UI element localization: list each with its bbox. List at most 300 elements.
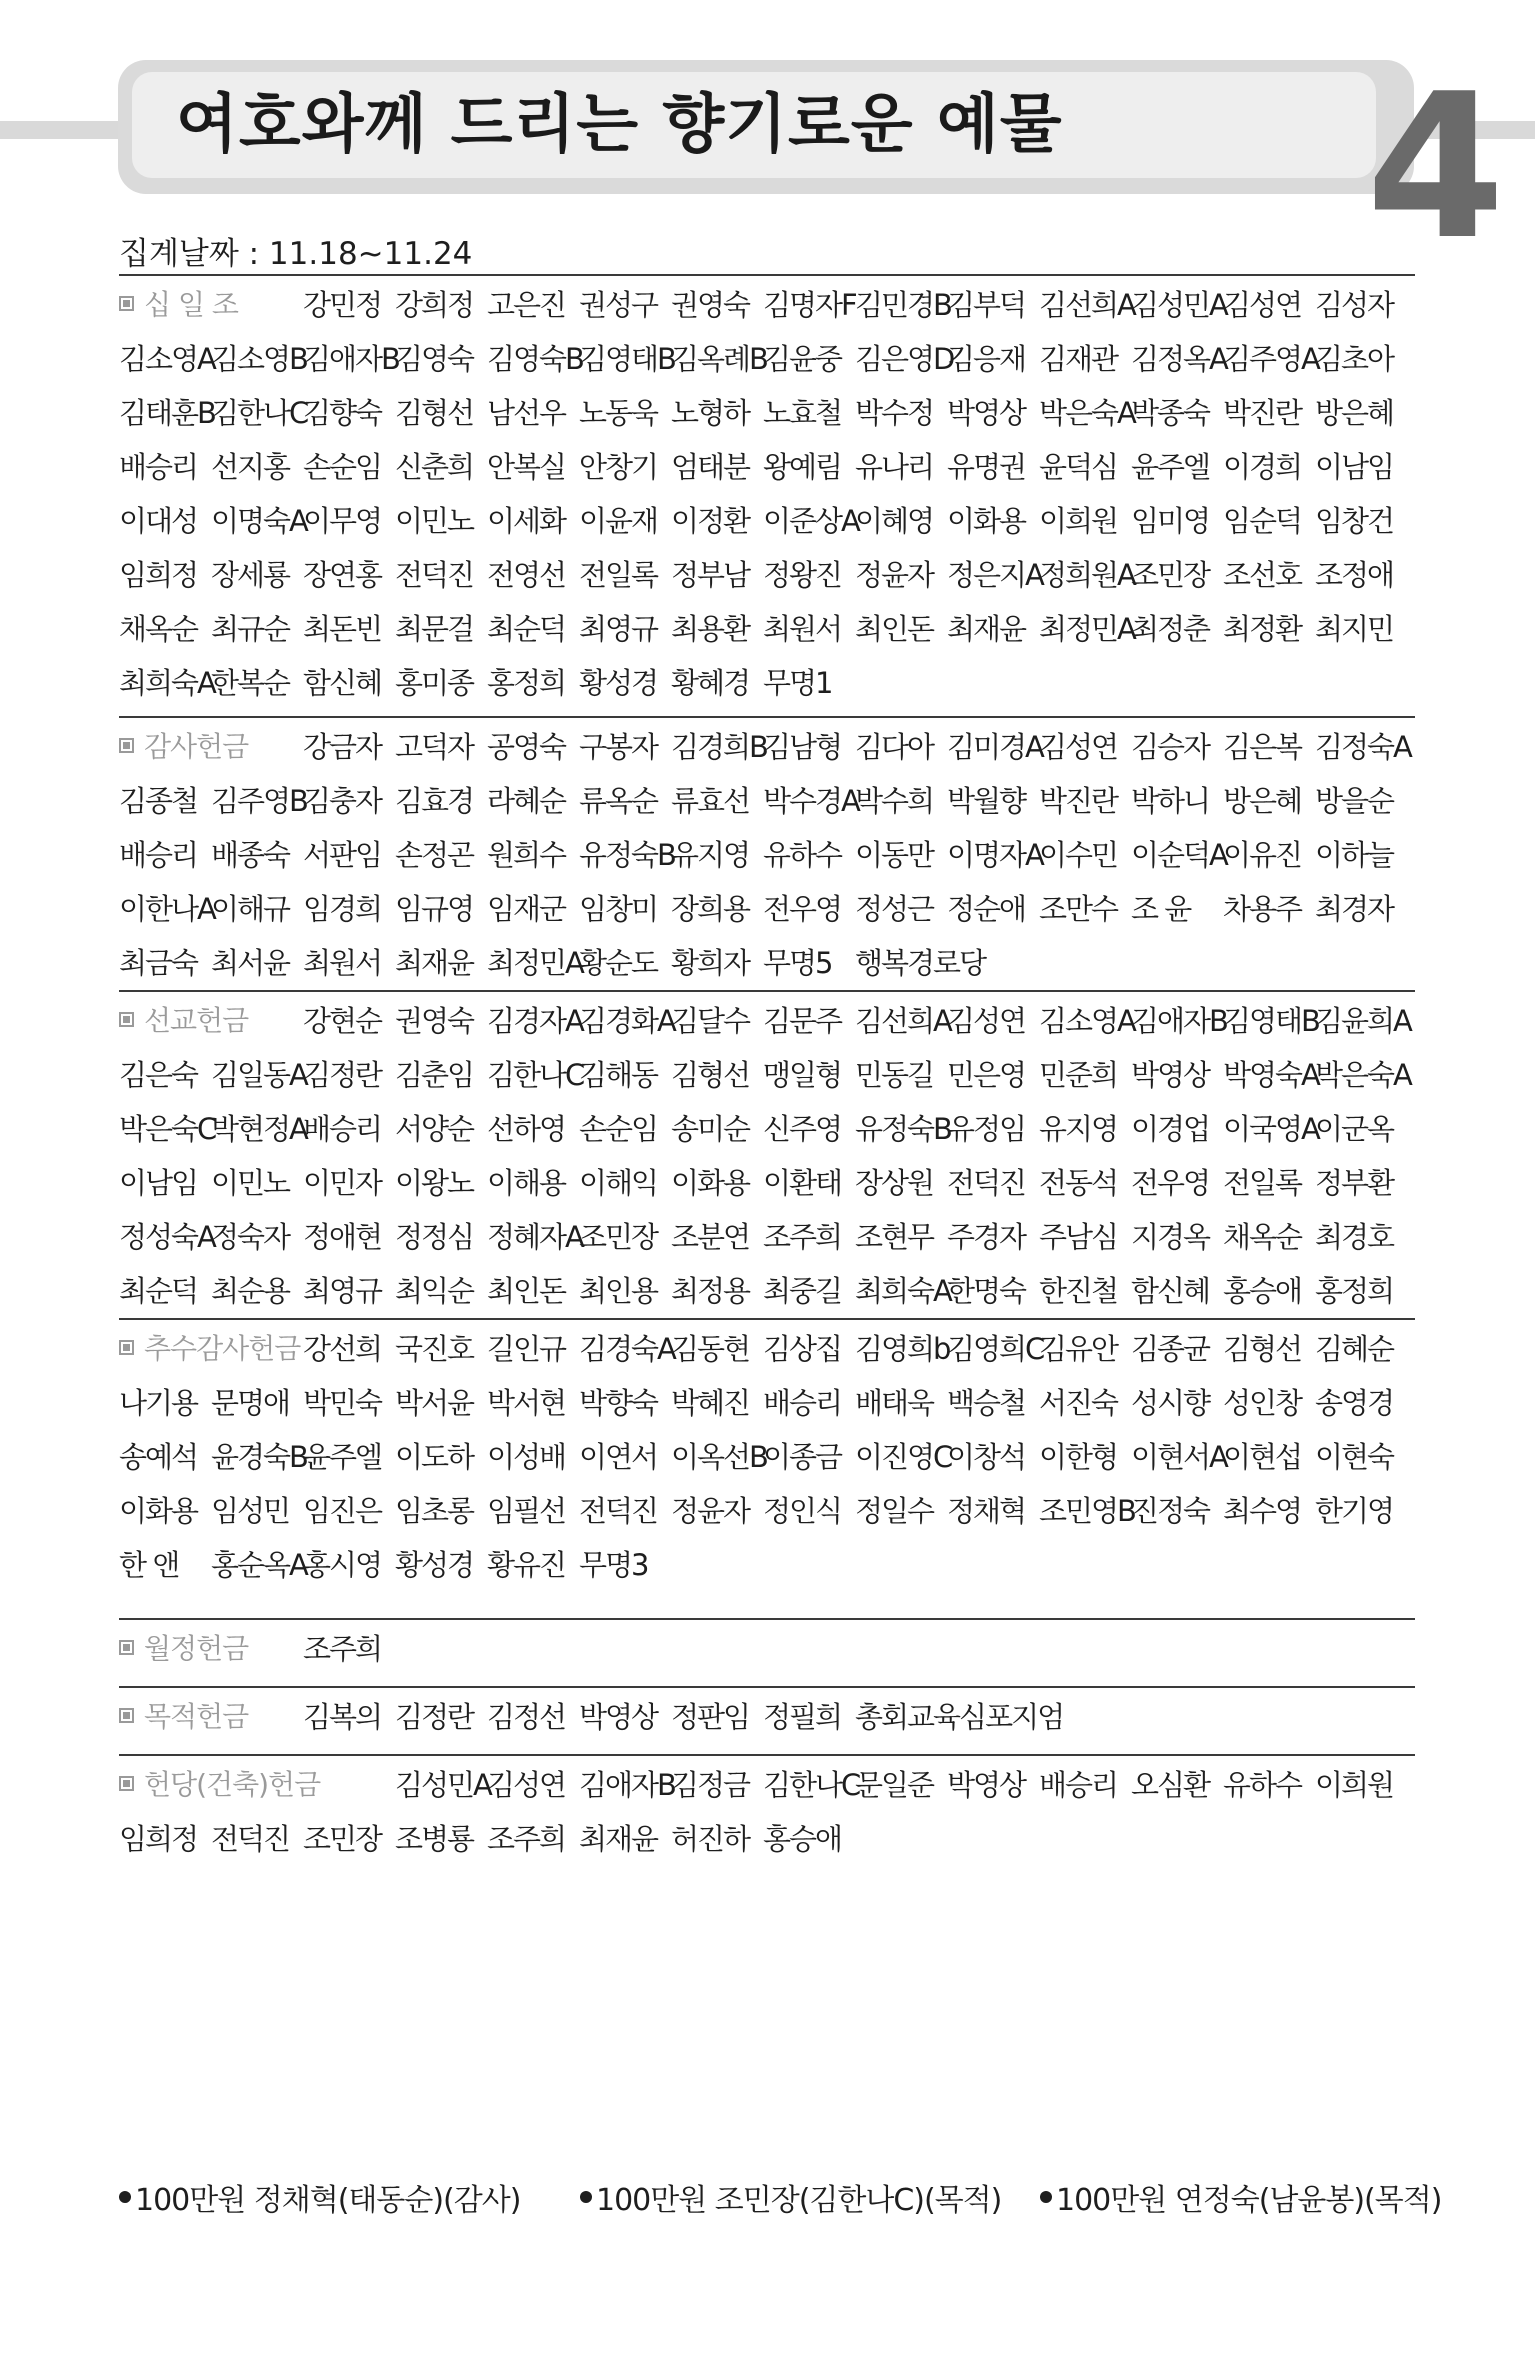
donor-name: 황성경 (395, 1547, 474, 1582)
donor-name: 문명애 (211, 1385, 290, 1420)
donor-name: 김미경A (947, 729, 1043, 764)
page-number: 4 (1366, 51, 1506, 284)
name-row (119, 1046, 1415, 1100)
donor-name: 김달수 (671, 1003, 750, 1038)
donor-name: 정채혁 (947, 1493, 1026, 1528)
section-building (119, 1754, 1415, 1864)
donor-name: 민준희 (1039, 1057, 1118, 1092)
donor-name: 이혜영 (855, 503, 934, 538)
section-monthly (119, 1618, 1415, 1674)
donor-name: 정은지A (947, 557, 1043, 592)
donor-name: 김유안 (1039, 1331, 1118, 1366)
date-label: 집계날짜 : 11.18~11.24 (119, 236, 473, 272)
name-row (119, 1374, 1415, 1428)
donor-name: 홍승애 (763, 1821, 842, 1856)
donor-name: 최지민 (1315, 611, 1394, 646)
donor-name: 유나리 (855, 449, 934, 484)
donor-name: 지경옥 (1131, 1219, 1210, 1254)
donor-name: 이해규 (211, 891, 290, 926)
donor-name: 전덕진 (395, 557, 474, 592)
donor-name: 이수민 (1039, 837, 1118, 872)
square-bullet-icon (119, 1012, 134, 1027)
donor-name: 이화용 (947, 503, 1026, 538)
donor-name: 원희수 (487, 837, 566, 872)
title-banner-inner (132, 72, 1376, 178)
donor-name: 이희원 (1039, 503, 1118, 538)
section-mission (119, 990, 1415, 1316)
donor-name: 고은진 (487, 287, 566, 322)
donor-name: 홍미종 (395, 665, 474, 700)
donor-name: 윤주엘 (1131, 449, 1210, 484)
donor-name: 강선희 (303, 1331, 382, 1366)
donor-name: 장세룡 (211, 557, 290, 592)
donor-name: 임재군 (487, 891, 566, 926)
donor-name: 최경자 (1315, 891, 1394, 926)
donor-name: 민은영 (947, 1057, 1026, 1092)
donor-name: 최인돈 (487, 1273, 566, 1308)
footer-note-3 (1040, 2175, 1441, 2219)
donor-name: 윤덕심 (1039, 449, 1118, 484)
donor-name: 이도하 (395, 1439, 474, 1474)
donor-name: 전동석 (1039, 1165, 1118, 1200)
donor-name: 정애현 (303, 1219, 382, 1254)
donor-name: 오심환 (1131, 1767, 1210, 1802)
donor-name: 김승자 (1131, 729, 1210, 764)
name-row (119, 1536, 1415, 1590)
donor-name: 이희원 (1315, 1767, 1394, 1802)
donor-name: 김종균 (1131, 1331, 1210, 1366)
donor-name: 최영규 (579, 611, 658, 646)
section-label (119, 725, 303, 765)
square-bullet-icon (119, 1708, 134, 1723)
donor-name: 김향숙 (303, 395, 382, 430)
donor-name: 박은숙A (1315, 1057, 1411, 1092)
donor-name: 이남임 (119, 1165, 198, 1200)
donor-name: 이무영 (303, 503, 382, 538)
donor-name: 김종철 (119, 783, 198, 818)
donor-name: 배태욱 (855, 1385, 934, 1420)
donor-name: 최정용 (671, 1273, 750, 1308)
donor-name: 윤주엘 (303, 1439, 382, 1474)
donor-name: 무명5 (763, 945, 832, 980)
donor-name: 노동욱 (579, 395, 658, 430)
donor-name: 손정곤 (395, 837, 474, 872)
donor-name: 이해익 (579, 1165, 658, 1200)
name-row (119, 600, 1415, 654)
donor-name: 이현섭 (1223, 1439, 1302, 1474)
donor-name: 허진하 (671, 1821, 750, 1856)
donor-name: 최정민A (487, 945, 583, 980)
donor-name: 류옥순 (579, 783, 658, 818)
donor-name: 김영희C (947, 1331, 1044, 1366)
name-row (119, 1320, 1415, 1374)
donor-name: 무명1 (763, 665, 832, 700)
donor-name: 정윤자 (671, 1493, 750, 1528)
donor-name: 조정애 (1315, 557, 1394, 592)
donor-name: 선지홍 (211, 449, 290, 484)
donor-name: 김성연 (487, 1767, 566, 1802)
name-row (119, 772, 1415, 826)
donor-name: 이해용 (487, 1165, 566, 1200)
donor-name: 임창건 (1315, 503, 1394, 538)
name-row (119, 934, 1415, 988)
donor-name: 권성구 (579, 287, 658, 322)
donor-name: 서진숙 (1039, 1385, 1118, 1420)
donor-name: 최정민A (1039, 611, 1135, 646)
square-bullet-icon (119, 296, 134, 311)
section-label (119, 1627, 303, 1667)
name-row (119, 1756, 1415, 1810)
donor-name: 최중길 (763, 1273, 842, 1308)
donor-name: 주경자 (947, 1219, 1026, 1254)
donor-name: 김은복 (1223, 729, 1302, 764)
donor-name: 조민영B (1039, 1493, 1135, 1528)
donor-name: 이군옥 (1315, 1111, 1394, 1146)
donor-name: 무명3 (579, 1547, 648, 1582)
donor-name: 김성연 (947, 1003, 1026, 1038)
donor-name: 라혜순 (487, 783, 566, 818)
name-row (119, 276, 1415, 330)
donor-name: 최희숙A (855, 1273, 951, 1308)
name-row (119, 546, 1415, 600)
donor-name: 강금자 (303, 729, 382, 764)
bullet-icon (119, 2191, 131, 2203)
name-row (119, 1620, 1415, 1674)
donor-name: 이창석 (947, 1439, 1026, 1474)
donor-name: 한진철 (1039, 1273, 1118, 1308)
donor-name: 김성민A (1131, 287, 1227, 322)
donor-name: 전덕진 (947, 1165, 1026, 1200)
donor-name: 한복순 (211, 665, 290, 700)
donor-name: 임희정 (119, 557, 198, 592)
name-row (119, 330, 1415, 384)
name-row (119, 654, 1415, 708)
donor-name: 함신혜 (1131, 1273, 1210, 1308)
donor-name: 정성근 (855, 891, 934, 926)
donor-name: 유정숙B (579, 837, 675, 872)
donor-name: 최재윤 (395, 945, 474, 980)
donor-name: 김형선 (1223, 1331, 1302, 1366)
donor-name: 정필희 (763, 1699, 842, 1734)
donor-name: 임순덕 (1223, 503, 1302, 538)
donor-name: 한기영 (1315, 1493, 1394, 1528)
donor-name: 이한나A (119, 891, 215, 926)
donor-name: 장희용 (671, 891, 750, 926)
donor-name: 황성경 (579, 665, 658, 700)
donor-name: 배승리 (763, 1385, 842, 1420)
donor-name: 전영선 (487, 557, 566, 592)
donor-name: 박향숙 (579, 1385, 658, 1420)
donor-name: 박수희 (855, 783, 934, 818)
donor-name: 조병룡 (395, 1821, 474, 1856)
donor-name: 구봉자 (579, 729, 658, 764)
donor-name: 이진영C (855, 1439, 952, 1474)
donor-name: 김문주 (763, 1003, 842, 1038)
donor-name: 김형선 (671, 1057, 750, 1092)
donor-name: 강현순 (303, 1003, 382, 1038)
donor-name: 조주희 (487, 1821, 566, 1856)
section-label (119, 1695, 303, 1735)
section-thanks (119, 716, 1415, 988)
donor-name: 조민장 (1131, 557, 1210, 592)
donor-name: 조주희 (303, 1631, 382, 1666)
donor-name: 최돈빈 (303, 611, 382, 646)
donor-name: 이환태 (763, 1165, 842, 1200)
donor-name: 박진란 (1039, 783, 1118, 818)
donor-name: 황유진 (487, 1547, 566, 1582)
donor-name: 김한나C (487, 1057, 584, 1092)
donor-name: 황혜경 (671, 665, 750, 700)
donor-name: 최익순 (395, 1273, 474, 1308)
square-bullet-icon (119, 1776, 134, 1791)
donor-name: 강민정 (303, 287, 382, 322)
donor-name: 박영상 (1131, 1057, 1210, 1092)
square-bullet-icon (119, 1340, 134, 1355)
donor-name: 행복경로당 (855, 945, 986, 980)
donor-name: 서양순 (395, 1111, 474, 1146)
donor-name: 이민자 (303, 1165, 382, 1200)
donor-name: 배승리 (119, 449, 198, 484)
donor-name: 최순덕 (487, 611, 566, 646)
name-row (119, 992, 1415, 1046)
donor-name: 김민경B (855, 287, 951, 322)
donor-name: 김동현 (671, 1331, 750, 1366)
donor-name: 윤경숙B (211, 1439, 307, 1474)
donor-name: 박영숙A (1223, 1057, 1319, 1092)
donor-name: 조현무 (855, 1219, 934, 1254)
donor-name: 최순용 (211, 1273, 290, 1308)
donor-name: 홍정희 (487, 665, 566, 700)
donor-name: 최정춘 (1131, 611, 1210, 646)
donor-name: 최규순 (211, 611, 290, 646)
donor-name: 방을순 (1315, 783, 1394, 818)
donor-name: 김선희A (1039, 287, 1135, 322)
donor-name: 정윤자 (855, 557, 934, 592)
donor-name: 임진은 (303, 1493, 382, 1528)
donor-name: 김주영B (211, 783, 307, 818)
donor-name: 김초아 (1315, 341, 1394, 376)
donor-name: 정부환 (1315, 1165, 1394, 1200)
donor-name: 왕예림 (763, 449, 842, 484)
donor-name: 정정심 (395, 1219, 474, 1254)
donor-name: 이연서 (579, 1439, 658, 1474)
donor-name: 김성자 (1315, 287, 1394, 322)
donor-name: 최원서 (763, 611, 842, 646)
donor-name: 방은혜 (1315, 395, 1394, 430)
donor-name: 이옥선B (671, 1439, 767, 1474)
donor-name: 임희정 (119, 1821, 198, 1856)
donor-name: 이경업 (1131, 1111, 1210, 1146)
donor-name: 김정란 (395, 1699, 474, 1734)
donor-name: 최문걸 (395, 611, 474, 646)
donor-name: 최서윤 (211, 945, 290, 980)
name-row (119, 438, 1415, 492)
donor-name: 최정환 (1223, 611, 1302, 646)
donor-name: 안창기 (579, 449, 658, 484)
donor-name: 이국영A (1223, 1111, 1319, 1146)
donor-name: 김애자B (579, 1767, 675, 1802)
donor-name: 손순임 (579, 1111, 658, 1146)
donor-name: 권영숙 (671, 287, 750, 322)
donor-name: 김경자A (487, 1003, 583, 1038)
donor-name: 김정선 (487, 1699, 566, 1734)
donor-name: 박수정 (855, 395, 934, 430)
donor-name: 황희자 (671, 945, 750, 980)
donor-name: 김영숙B (487, 341, 583, 376)
donor-name: 신춘희 (395, 449, 474, 484)
donor-name: 전우영 (1131, 1165, 1210, 1200)
donor-name: 임창미 (579, 891, 658, 926)
donor-name: 김충자 (303, 783, 382, 818)
donor-name: 배종숙 (211, 837, 290, 872)
donor-name: 이현서A (1131, 1439, 1227, 1474)
donor-name: 서판임 (303, 837, 382, 872)
donor-name: 공영숙 (487, 729, 566, 764)
donor-name: 김성민A (395, 1767, 491, 1802)
donor-name: 장상원 (855, 1165, 934, 1200)
section-label-text: 목적헌금 (144, 1700, 249, 1733)
name-row (119, 492, 1415, 546)
donor-name: 한명숙 (947, 1273, 1026, 1308)
donor-name: 홍순옥A (211, 1547, 307, 1582)
donor-name: 전우영 (763, 891, 842, 926)
donor-name: 선하영 (487, 1111, 566, 1146)
bullet-icon (580, 2191, 592, 2203)
donor-name: 김춘임 (395, 1057, 474, 1092)
donor-name: 민동길 (855, 1057, 934, 1092)
donor-name: 정인식 (763, 1493, 842, 1528)
section-label (119, 1327, 303, 1367)
donor-name: 김영태B (1223, 1003, 1319, 1038)
page-title: 여호와께 드리는 향기로운 예물 (176, 88, 1063, 162)
bullet-icon (1040, 2191, 1052, 2203)
donor-name: 홍정희 (1315, 1273, 1394, 1308)
donor-name: 전덕진 (211, 1821, 290, 1856)
donor-name: 박현정A (211, 1111, 307, 1146)
donor-name: 송영경 (1315, 1385, 1394, 1420)
donor-name: 김한나C (211, 395, 308, 430)
donor-name: 김주영A (1223, 341, 1319, 376)
donor-name: 김다아 (855, 729, 934, 764)
donor-name: 정혜자A (487, 1219, 583, 1254)
donor-name: 백승철 (947, 1385, 1026, 1420)
donor-name: 김윤중 (763, 341, 842, 376)
donor-name: 조주희 (763, 1219, 842, 1254)
donor-name: 이종금 (763, 1439, 842, 1474)
donor-name: 임필선 (487, 1493, 566, 1528)
donor-name: 배승리 (303, 1111, 382, 1146)
donor-name: 임규영 (395, 891, 474, 926)
donor-name: 김혜순 (1315, 1331, 1394, 1366)
square-bullet-icon (119, 1640, 134, 1655)
donor-name: 장연홍 (303, 557, 382, 592)
donor-name: 조선호 (1223, 557, 1302, 592)
donor-name: 김정옥A (1131, 341, 1227, 376)
donor-name: 김소영A (119, 341, 215, 376)
section-purpose (119, 1686, 1415, 1742)
donor-name: 한 앤 (119, 1547, 179, 1582)
donor-name: 김영태B (579, 341, 675, 376)
donor-name: 김영숙 (395, 341, 474, 376)
donor-name: 김경희B (671, 729, 767, 764)
donor-name: 이현숙 (1315, 1439, 1394, 1474)
donor-name: 나기용 (119, 1385, 198, 1420)
name-row (119, 1428, 1415, 1482)
donor-name: 진정숙 (1131, 1493, 1210, 1528)
donor-name: 김영희b (855, 1331, 950, 1366)
donor-name: 김명자F (763, 287, 856, 322)
donor-name: 엄태분 (671, 449, 750, 484)
donor-name: 국진호 (395, 1331, 474, 1366)
section-label-text: 십 일 조 (144, 288, 238, 321)
donor-name: 이순덕A (1131, 837, 1227, 872)
donor-name: 김효경 (395, 783, 474, 818)
donor-name: 임경희 (303, 891, 382, 926)
name-row (119, 1208, 1415, 1262)
donor-name: 최재윤 (947, 611, 1026, 646)
name-row (119, 1688, 1415, 1742)
donor-name: 박하니 (1131, 783, 1210, 818)
donor-name: 정순애 (947, 891, 1026, 926)
donor-name: 전일록 (1223, 1165, 1302, 1200)
donor-name: 정숙자 (211, 1219, 290, 1254)
section-label (119, 283, 303, 323)
donor-name: 김은영D (855, 341, 954, 376)
donor-name: 노효철 (763, 395, 842, 430)
donor-name: 박영상 (579, 1699, 658, 1734)
donor-name: 이동만 (855, 837, 934, 872)
donor-name: 김정금 (671, 1767, 750, 1802)
donor-name: 최금숙 (119, 945, 198, 980)
donor-name: 유정숙B (855, 1111, 951, 1146)
donor-name: 정부남 (671, 557, 750, 592)
name-row (119, 1154, 1415, 1208)
donor-name: 이민노 (211, 1165, 290, 1200)
donor-name: 성인창 (1223, 1385, 1302, 1420)
footer-note-1 (119, 2175, 520, 2219)
donor-name: 배승리 (119, 837, 198, 872)
donor-name: 이한형 (1039, 1439, 1118, 1474)
donor-name: 정성숙A (119, 1219, 215, 1254)
donor-name: 이화용 (671, 1165, 750, 1200)
donor-name: 박혜진 (671, 1385, 750, 1420)
donor-name: 송미순 (671, 1111, 750, 1146)
section-label (119, 999, 303, 1039)
donor-name: 김복의 (303, 1699, 382, 1734)
donor-name: 이명자A (947, 837, 1043, 872)
donor-name: 총회교육심포지엄 (855, 1699, 1064, 1734)
donor-name: 김경화A (579, 1003, 675, 1038)
donor-name: 이남임 (1315, 449, 1394, 484)
section-label (119, 1763, 395, 1803)
footer-note-3-text: 100만원 연정숙(남윤봉)(목적) (1056, 2183, 1442, 2218)
donor-name: 박서윤 (395, 1385, 474, 1420)
footer-note-2 (580, 2175, 1001, 2219)
donor-name: 박영상 (947, 1767, 1026, 1802)
section-label-text: 헌당(건축)헌금 (144, 1768, 321, 1801)
donor-name: 박수경A (763, 783, 859, 818)
donor-name: 길인규 (487, 1331, 566, 1366)
name-row (119, 1100, 1415, 1154)
donor-name: 전일록 (579, 557, 658, 592)
donor-name: 유명권 (947, 449, 1026, 484)
donor-name: 김남형 (763, 729, 842, 764)
donor-name: 최재윤 (579, 1821, 658, 1856)
donor-name: 최희숙A (119, 665, 215, 700)
donor-name: 맹일형 (763, 1057, 842, 1092)
donor-name: 이민노 (395, 503, 474, 538)
donor-name: 이세화 (487, 503, 566, 538)
